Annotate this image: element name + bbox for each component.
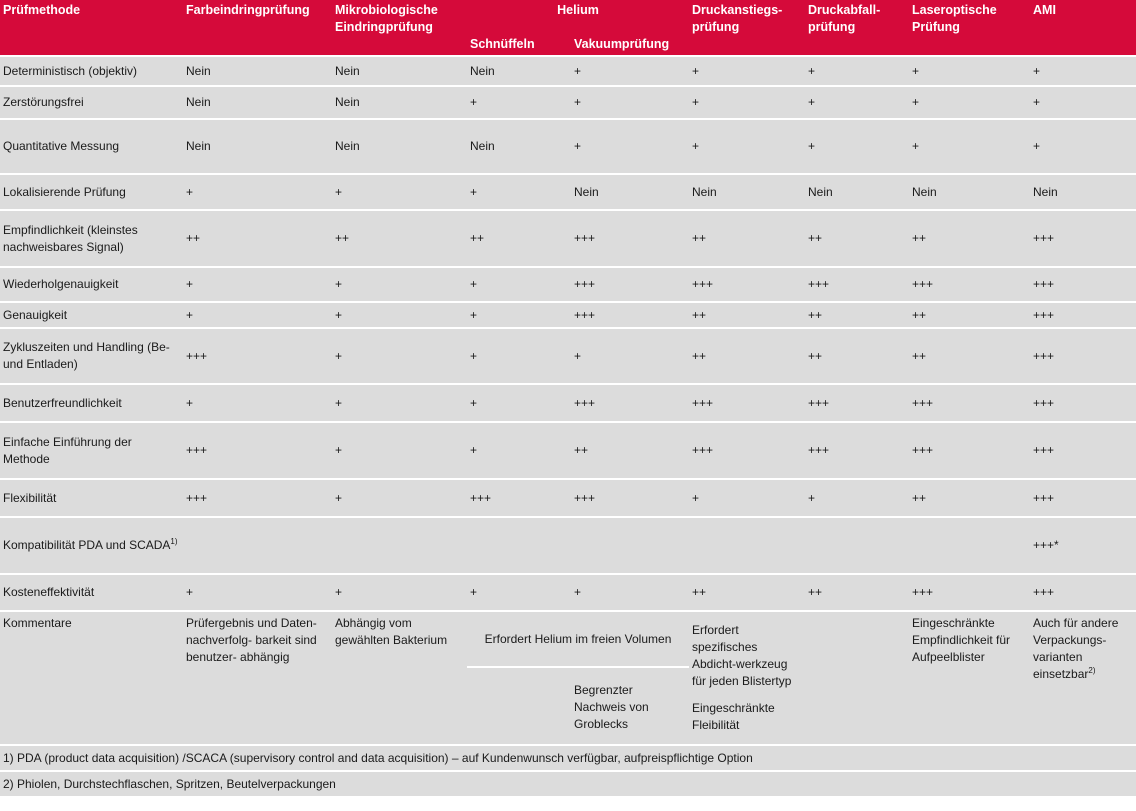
row-label [0, 210, 183, 267]
rating-cell: + [332, 267, 467, 302]
rating-cell: Nein [183, 86, 332, 119]
rating-cell: +++ [805, 267, 909, 302]
rating-cell: +++ [805, 422, 909, 479]
rating-cell: + [332, 479, 467, 517]
row-label [0, 119, 183, 174]
rating-cell: + [332, 328, 467, 384]
rating-cell: Nein [183, 119, 332, 174]
row-label [0, 479, 183, 517]
row-label [0, 384, 183, 422]
comment-druck-2: Eingeschränkte Fleibilität [692, 701, 775, 732]
comment-mikro: Abhängig vom gewählten Bakterium [332, 611, 467, 745]
rating-cell: +++ [1030, 267, 1136, 302]
comment-druckabfall [805, 611, 909, 745]
table-row [0, 517, 1136, 574]
rating-cell: +++ [571, 302, 689, 328]
rating-cell: +++ [571, 384, 689, 422]
rating-cell: + [332, 302, 467, 328]
rating-cell: ++ [689, 210, 805, 267]
row-label-text: Zerstörungsfrei [3, 95, 84, 109]
rating-cell: ++ [689, 574, 805, 611]
rating-cell: + [909, 119, 1030, 174]
table-row [0, 384, 1136, 422]
rating-cell: ++ [909, 210, 1030, 267]
row-label-text: Quantitative Messung [3, 139, 120, 153]
rating-cell: ++ [909, 302, 1030, 328]
rating-cell [805, 517, 909, 574]
rating-cell: +++ [909, 384, 1030, 422]
comment-ami-text: Auch für andere Verpackungs-varianten einsetzbar [1033, 616, 1119, 681]
rating-cell: + [467, 267, 571, 302]
rating-cell: Nein [332, 119, 467, 174]
rating-cell [571, 517, 689, 574]
row-label-text: Genauigkeit [3, 307, 68, 322]
rating-cell: + [467, 384, 571, 422]
rating-cell: +++ [1030, 302, 1136, 328]
row-label-text: Einfache Einführung der Methode [3, 434, 132, 466]
row-label [0, 574, 183, 611]
comments-row [0, 611, 1136, 667]
rating-cell: + [689, 479, 805, 517]
comment-druck-1: Erfordert spezifisches Abdicht-werkzeug für jeden Blistertyp [692, 623, 792, 688]
comment-helium: Erfordert Helium im freien Volumen [467, 611, 689, 667]
table-row [0, 328, 1136, 384]
rating-cell: ++ [689, 302, 805, 328]
rating-cell: ++ [467, 210, 571, 267]
row-label-text: Lokalisierende Prüfung [3, 184, 126, 199]
row-label-text: Deterministisch (objektiv) [3, 63, 138, 78]
rating-cell: Nein [1030, 174, 1136, 210]
rating-cell: Nein [332, 56, 467, 86]
rating-cell: Nein [805, 174, 909, 210]
rating-cell: + [467, 328, 571, 384]
header-mikrobiologische-pruefung: Mikrobiologische Eindringprüfung [332, 0, 467, 56]
rating-cell: +++ [1030, 384, 1136, 422]
rating-cell: + [183, 574, 332, 611]
rating-cell: + [571, 119, 689, 174]
rating-cell: + [183, 267, 332, 302]
rating-cell: + [183, 174, 332, 210]
rating-cell: + [805, 86, 909, 119]
rating-cell: +++ [571, 479, 689, 517]
rating-cell: ++ [183, 210, 332, 267]
rating-cell: +++ [467, 479, 571, 517]
rating-cell: + [467, 174, 571, 210]
row-label-text: Zykluszeiten und Handling (Be- und Entladen) [3, 340, 170, 371]
rating-cell: + [183, 302, 332, 328]
rating-cell: + [467, 574, 571, 611]
rating-cell: +++ [1030, 574, 1136, 611]
table-header [0, 0, 1136, 56]
header-ami: AMI [1030, 0, 1136, 56]
rating-cell: ++ [689, 328, 805, 384]
rating-cell: + [467, 302, 571, 328]
rating-cell: + [689, 119, 805, 174]
rating-cell: + [805, 119, 909, 174]
rating-cell: +++ [1030, 422, 1136, 479]
comment-schnueffeln [467, 667, 571, 745]
footnote-row [0, 771, 1136, 796]
rating-cell: + [805, 56, 909, 86]
row-label [0, 86, 183, 119]
rating-cell: +++* [1030, 517, 1136, 574]
row-label [0, 422, 183, 479]
table-row [0, 302, 1136, 328]
comment-ami [1030, 611, 1136, 745]
rating-cell: +++ [183, 479, 332, 517]
rating-cell [689, 517, 805, 574]
header-druckanstiegspruefung: Druckanstiegs-prüfung [689, 0, 805, 56]
header-farbeindringpruefung: Farbeindringprüfung [183, 0, 332, 56]
rating-cell: +++ [909, 422, 1030, 479]
rating-cell: Nein [571, 174, 689, 210]
row-label-text: Kosteneffektivität [3, 585, 95, 599]
rating-cell: +++ [689, 267, 805, 302]
footnote-ref: 2) [1088, 666, 1096, 675]
footnote-text: 1) PDA (product data acquisition) /SCACA (supervisory control and data acquisition) – auf Kundenwunsch verfügbar, aufpreispflichtige Option [0, 745, 1136, 771]
rating-cell: +++ [1030, 210, 1136, 267]
rating-cell: + [689, 86, 805, 119]
comment-druckanstieg [689, 611, 805, 745]
row-label-text: Flexibilität [3, 490, 57, 505]
rating-cell [467, 517, 571, 574]
row-label-text: Wiederholgenauigkeit [3, 277, 119, 291]
comment-farbe: Prüfergebnis und Daten-nachverfolg- barkeit sind benutzer- abhängig [183, 611, 332, 745]
rating-cell: +++ [689, 422, 805, 479]
header-schnueffeln: Schnüffeln [467, 36, 571, 56]
rating-cell [332, 517, 467, 574]
footnote-ref: 1) [170, 537, 178, 546]
rating-cell: + [1030, 56, 1136, 86]
rating-cell: + [467, 86, 571, 119]
table-row [0, 479, 1136, 517]
rating-cell: +++ [909, 267, 1030, 302]
rating-cell: +++ [183, 328, 332, 384]
rating-cell: +++ [1030, 328, 1136, 384]
rating-cell: + [1030, 119, 1136, 174]
header-pruefmethode: Prüfmethode [0, 0, 183, 56]
rating-cell: ++ [805, 302, 909, 328]
rating-cell: ++ [805, 210, 909, 267]
rating-cell: ++ [805, 328, 909, 384]
table-row [0, 56, 1136, 86]
rating-cell: + [571, 86, 689, 119]
rating-cell: + [332, 422, 467, 479]
rating-cell: Nein [689, 174, 805, 210]
table-row [0, 574, 1136, 611]
rating-cell: + [909, 86, 1030, 119]
rating-cell: Nein [183, 56, 332, 86]
table-row [0, 422, 1136, 479]
comments-label: Kommentare [0, 611, 183, 745]
rating-cell: ++ [909, 328, 1030, 384]
rating-cell: ++ [332, 210, 467, 267]
rating-cell: + [571, 56, 689, 86]
rating-cell: + [1030, 86, 1136, 119]
row-label [0, 56, 183, 86]
rating-cell [183, 517, 332, 574]
rating-cell: + [689, 56, 805, 86]
table-row [0, 119, 1136, 174]
rating-cell: ++ [909, 479, 1030, 517]
row-label [0, 267, 183, 302]
rating-cell: + [183, 384, 332, 422]
rating-cell: +++ [689, 384, 805, 422]
row-label [0, 517, 183, 574]
header-laseroptische-pruefung: Laseroptische Prüfung [909, 0, 1030, 56]
table-body [0, 56, 1136, 796]
rating-cell: + [332, 574, 467, 611]
rating-cell: + [805, 479, 909, 517]
rating-cell: + [571, 328, 689, 384]
row-label [0, 302, 183, 328]
rating-cell: Nein [467, 56, 571, 86]
rating-cell: + [332, 174, 467, 210]
comment-vakuum: Begrenzter Nachweis von Groblecks [571, 667, 689, 745]
rating-cell [909, 517, 1030, 574]
table-row [0, 267, 1136, 302]
rating-cell: +++ [909, 574, 1030, 611]
rating-cell: Nein [467, 119, 571, 174]
rating-cell: +++ [571, 267, 689, 302]
rating-cell: + [467, 422, 571, 479]
rating-cell: Nein [332, 86, 467, 119]
rating-cell: + [332, 384, 467, 422]
rating-cell: + [571, 574, 689, 611]
rating-cell: +++ [805, 384, 909, 422]
footnote-text: 2) Phiolen, Durchstechflaschen, Spritzen, Beutelverpackungen [0, 771, 1136, 796]
header-helium: Helium [467, 0, 689, 36]
rating-cell: +++ [1030, 479, 1136, 517]
rating-cell: + [909, 56, 1030, 86]
table-row [0, 86, 1136, 119]
row-label [0, 328, 183, 384]
rating-cell: +++ [183, 422, 332, 479]
row-label-text: Benutzerfreundlichkeit [3, 395, 122, 410]
table-row [0, 174, 1136, 210]
header-vakuumpruefung: Vakuumprüfung [571, 36, 689, 56]
table-row [0, 210, 1136, 267]
header-druckabfallpruefung: Druckabfall-prüfung [805, 0, 909, 56]
comment-laser: Eingeschränkte Empfindlichkeit für Aufpeelblister [909, 611, 1030, 745]
row-label-text: Kompatibilität PDA und SCADA [3, 538, 171, 552]
footnote-row [0, 745, 1136, 771]
rating-cell: +++ [571, 210, 689, 267]
rating-cell: ++ [571, 422, 689, 479]
row-label-text: Empfindlichkeit (kleinstes nachweisbares Signal) [3, 222, 138, 254]
rating-cell: ++ [805, 574, 909, 611]
rating-cell: Nein [909, 174, 1030, 210]
row-label [0, 174, 183, 210]
